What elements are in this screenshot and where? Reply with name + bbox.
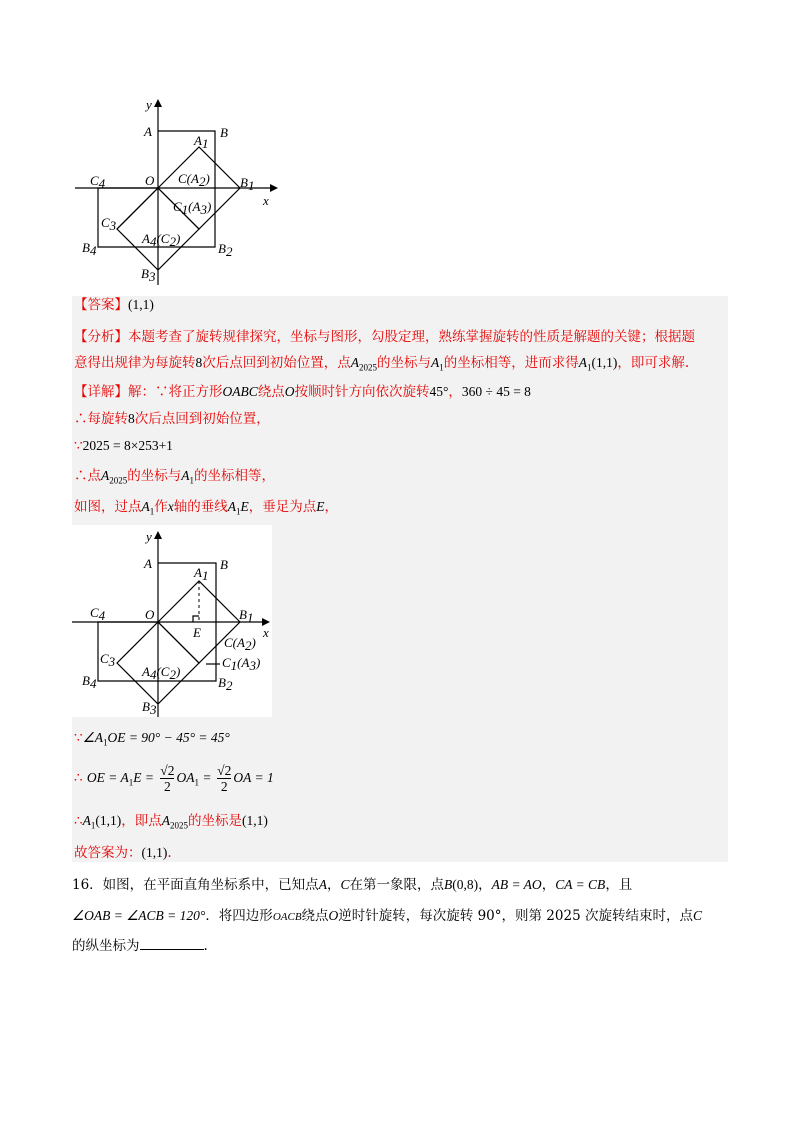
answer-blank[interactable] — [140, 935, 204, 950]
label-A4-C2: A4(C2) — [142, 664, 181, 682]
detail-line-9: 故答案为：(1,1). — [74, 845, 172, 861]
label-y: y — [146, 529, 152, 544]
x-axis-arrow — [270, 184, 278, 192]
answer-line — [74, 294, 154, 316]
detail-line-2: ∴每旋转8次后点回到初始位置， — [74, 411, 270, 427]
analysis-line-1: 【分析】本题考查了旋转规律探究，坐标与图形，勾股定理，熟练掌握旋转的性质是解题的关键；根据题 — [74, 329, 695, 345]
detail-line-4: ∴点$A_{2025}$的坐标与$A_1$的坐标相等， — [74, 468, 275, 486]
label-x: x — [263, 625, 269, 640]
label-B1: B1 — [239, 607, 254, 625]
label-B1: B1 — [240, 175, 255, 193]
label-A1: A1 — [194, 565, 209, 583]
label-C4: C4 — [90, 605, 106, 623]
answer-value: (1,1) — [128, 297, 154, 312]
detail-line-1: 【详解】解：∵将正方形OABC绕点O按顺时针方向依次旋转45°，360 ÷ 45 = 8 — [74, 384, 531, 400]
detail-line-7: ∴ OE = $A_1E$ = $\frac{√2}{2}$ $OA_1$ = $\frac{√2}{2}$ OA = 1 — [74, 763, 274, 794]
detail-line-6: $\because\angle A_1OE = 90^\circ - 45^\circ = 45^\circ$ — [74, 730, 230, 748]
label-O: O — [145, 607, 155, 622]
detail-tag: 【详解】 — [74, 384, 128, 400]
problem-16-line-2: ∠OAB = ∠ACB = 120°．将四边形OACB绕点O逆时针旋转，每次旋转 90°，则第 2025 次旋转结束时，点C — [72, 908, 702, 924]
detail-line-5: 如图，过点$A_1$作x轴的垂线$A_1E$，垂足为点E， — [74, 499, 338, 517]
figure-perpendicular-diagram — [72, 525, 272, 717]
label-A: A — [144, 556, 152, 571]
label-A1: A1 — [194, 133, 209, 151]
label-E: E — [193, 625, 201, 640]
label-B: B — [220, 557, 228, 572]
label-x: x — [263, 193, 269, 208]
figure-rotation-diagram — [70, 95, 290, 285]
label-C1-A3: C1(A3) — [173, 199, 212, 217]
fraction-sqrt2-over-2-second: $\frac{√2}{2}$ — [217, 763, 232, 794]
label-B3: B3 — [142, 699, 157, 717]
label-C4: C4 — [90, 173, 106, 191]
label-y: y — [146, 97, 152, 112]
y-axis-arrow — [154, 531, 162, 539]
label-C1-A3: C1(A3) — [222, 655, 261, 673]
label-C3: C3 — [100, 651, 116, 669]
label-C-A2: C(A2) — [178, 171, 210, 189]
label-B: B — [220, 125, 228, 140]
label-C-A2: C(A2) — [224, 635, 256, 653]
label-B4: B4 — [82, 240, 97, 258]
diamond-edge — [117, 188, 158, 229]
label-A: A — [144, 124, 152, 139]
detail-line-8: $\therefore A_1(1,1)$，即点$A_{2025}$的坐标是(1,1) — [74, 813, 268, 831]
fraction-sqrt2-over-2: $\frac{√2}{2}$ — [160, 763, 175, 794]
label-B2: B2 — [218, 241, 233, 259]
label-C3: C3 — [101, 215, 117, 233]
problem-16-line-3: 的纵坐标为 . — [72, 934, 208, 958]
analysis-tag: 【分析】 — [74, 329, 128, 345]
label-B2: B2 — [218, 675, 233, 693]
label-O: O — [145, 173, 155, 188]
answer-tag: 【答案】 — [74, 297, 128, 313]
analysis-line-2: 意得出规律为每旋转8次后点回到初始位置，点$A_{2025}$的坐标与$A_1$的坐标相等，进而求得$A_1(1,1)$，即可求解. — [74, 355, 690, 373]
detail-line-3: ∵2025 = 8×253+1 — [74, 438, 173, 454]
right-angle-mark — [193, 616, 199, 622]
problem-16-line-1: 16．如图，在平面直角坐标系中，已知点A，C在第一象限，点B(0,8)，AB = AO，CA = CB，且 — [72, 877, 633, 893]
label-B3: B3 — [141, 266, 156, 284]
y-axis-arrow — [154, 99, 162, 107]
label-B4: B4 — [82, 673, 97, 691]
label-A4-C2: A4(C2) — [142, 231, 181, 249]
